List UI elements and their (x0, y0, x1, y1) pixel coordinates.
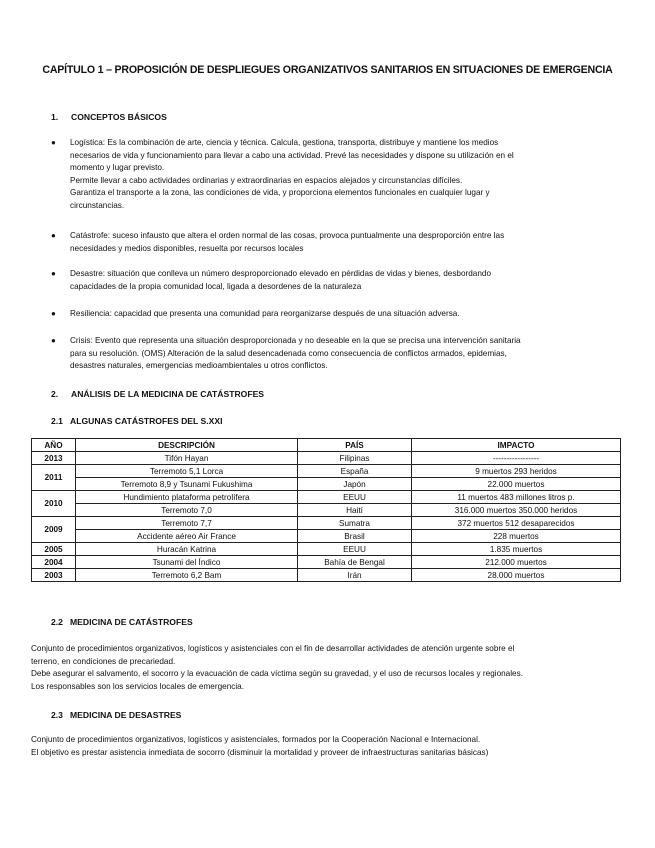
paragraph-line: terreno, en condiciones de precariedad. (31, 656, 176, 666)
paragraph-line: Debe asegurar el salvamento, el socorro y la evacuación de cada víctima según su gravedad, y el uso de recursos locales y regionales. (31, 669, 523, 679)
header-country: PAÍS (298, 439, 412, 452)
concept-text (70, 268, 615, 293)
bullet-dot-icon: ● (51, 138, 56, 147)
section-2-heading (51, 389, 264, 399)
header-description: DESCRIPCIÓN (76, 439, 298, 452)
cell-impact: 11 muertos 483 millones litros p. (412, 491, 621, 504)
cell-description: Tsunami del Índico (76, 556, 298, 569)
section-2-number: 2. (51, 389, 59, 399)
section-2-2-heading (51, 617, 193, 627)
cell-impact: 22.000 muertos (412, 478, 621, 491)
table-row (32, 504, 621, 517)
cell-year: 2005 (32, 543, 76, 556)
table-row (32, 556, 621, 569)
cell-country: España (298, 465, 412, 478)
cell-year: 2010 (32, 491, 76, 517)
cell-year: 2013 (32, 452, 76, 465)
section-2-title: ANÁLISIS DE LA MEDICINA DE CATÁSTROFES (71, 389, 265, 399)
table-header-row (32, 439, 621, 452)
cell-country: EEUU (298, 543, 412, 556)
cell-description: Terremoto 7,7 (76, 517, 298, 530)
cell-description: Accidente aéreo Air France (76, 530, 298, 543)
cell-country: EEUU (298, 491, 412, 504)
cell-country: Brasil (298, 530, 412, 543)
section-2-2-number: 2.2 (51, 617, 63, 627)
cell-country: Filipinas (298, 452, 412, 465)
chapter-title: CAPÍTULO 1 – PROPOSICIÓN DE DESPLIEGUES ORGANIZATIVOS SANITARIOS EN SITUACIONES DE EMERGENCIA (42, 64, 613, 76)
cell-description: Terremoto 5,1 Lorca (76, 465, 298, 478)
paragraph-line: Conjunto de procedimientos organizativos, logísticos y asistenciales, formados por la Cooperación Nacional e Internacional. (31, 735, 481, 744)
section-2-3-paragraph (31, 734, 488, 759)
concept-line: Garantiza el transporte a la zona, las condiciones de vida, y proporciona elementos funcionales en cualquier lugar y (70, 188, 490, 198)
cell-country: Japón (298, 478, 412, 491)
catastrophes-table (31, 438, 621, 582)
cell-country: Irán (298, 569, 412, 582)
cell-description: Huracán Katrina (76, 543, 298, 556)
concept-line: circunstancias. (70, 200, 125, 210)
cell-impact: 1.835 muertos (412, 543, 621, 556)
paragraph-line: El objetivo es prestar asistencia inmediata de socorro (disminuir la mortalidad y proveer de infraestructuras sanitarias básicas) (31, 747, 489, 757)
concept-line: desastres naturales, emergencias medioambientales u otros conflictos. (70, 361, 328, 371)
section-2-3-title: MEDICINA DE DESASTRES (70, 710, 182, 720)
bullet-dot-icon: ● (51, 336, 56, 345)
section-2-2-paragraph (31, 643, 523, 693)
cell-country: Bahía de Bengal (298, 556, 412, 569)
section-2-1-heading (51, 416, 222, 426)
cell-country: Sumatra (298, 517, 412, 530)
section-2-1-number: 2.1 (51, 416, 63, 426)
table-row (32, 452, 621, 465)
header-impact: IMPACTO (412, 439, 621, 452)
concept-line: para su resolución. (OMS) Alteración de la salud desencadenada como consecuencia de conflictos armados, epidemias, (70, 348, 507, 358)
table-row (32, 465, 621, 478)
cell-impact: 372 muertos 512 desaparecidos (412, 517, 621, 530)
table-row (32, 478, 621, 491)
concept-text (70, 308, 615, 321)
bullet-dot-icon: ● (51, 269, 56, 278)
cell-year: 2011 (32, 465, 76, 491)
concept-text (70, 137, 615, 213)
concept-line: Catástrofe: suceso infausto que altera el orden normal de las cosas, provoca puntualmente una desproporción entre las (70, 231, 505, 240)
bullet-dot-icon: ● (51, 231, 56, 240)
concept-text (70, 335, 615, 373)
section-1-number: 1. (51, 112, 59, 122)
cell-description: Tifón Hayan (76, 452, 298, 465)
section-1-title: CONCEPTOS BÁSICOS (71, 112, 167, 122)
cell-description: Terremoto 7,0 (76, 504, 298, 517)
concept-line: capacidades de la propia comunidad local, ligada a desordenes de la naturaleza (70, 281, 362, 291)
table-row (32, 491, 621, 504)
cell-impact: 9 muertos 293 heridos (412, 465, 621, 478)
section-1-heading (51, 112, 167, 122)
header-year: AÑO (32, 439, 76, 452)
cell-impact: 212.000 muertos (412, 556, 621, 569)
cell-impact: 28.000 muertos (412, 569, 621, 582)
cell-description: Hundimiento plataforma petrolífera (76, 491, 298, 504)
table-row (32, 569, 621, 582)
concept-line: Permite llevar a cabo actividades ordinarias y extraordinarias en espacios alejados y circunstancias difíciles. (70, 175, 463, 185)
section-2-3-heading (51, 710, 181, 720)
section-2-1-title: ALGUNAS CATÁSTROFES DEL S.XXI (70, 416, 223, 426)
concept-text (70, 230, 615, 255)
concept-line: momento y lugar previsto. (70, 163, 165, 173)
cell-year: 2004 (32, 556, 76, 569)
concept-line: Logística: Es la combinación de arte, ciencia y técnica. Calcula, gestiona, transporta, distribuye y mantiene los medios (70, 138, 499, 147)
cell-impact: 228 muertos (412, 530, 621, 543)
concept-line: Resiliencia: capacidad que presenta una comunidad para reorganizarse después de una situación adversa. (70, 309, 460, 318)
concept-line: necesidades y medios disponibles, resuelta por recursos locales (70, 243, 304, 253)
cell-description: Terremoto 8,9 y Tsunami Fukushima (76, 478, 298, 491)
concept-line: necesarios de vida y funcionamiento para llevar a cabo una actividad. Prevé las necesidades y dispone su utilización en el (70, 150, 514, 160)
cell-year: 2003 (32, 569, 76, 582)
concept-line: Desastre: situación que conlleva un número desproporcionado elevado en pérdidas de vidas y bienes, desbordando (70, 269, 492, 278)
concept-line: Crisis: Evento que representa una situación desproporcionada y no deseable en la que se precisa una intervención sanitaria (70, 336, 521, 345)
cell-description: Terremoto 6,2 Bam (76, 569, 298, 582)
bullet-dot-icon: ● (51, 309, 56, 318)
cell-year: 2009 (32, 517, 76, 543)
cell-impact: 316.000 muertos 350.000 heridos (412, 504, 621, 517)
paragraph-line: Los responsables son los servicios locales de emergencia. (31, 681, 244, 691)
table-row (32, 543, 621, 556)
cell-impact: ----------------- (412, 452, 621, 465)
table-row (32, 517, 621, 530)
section-2-3-number: 2.3 (51, 710, 63, 720)
cell-country: Haití (298, 504, 412, 517)
table-row (32, 530, 621, 543)
section-2-2-title: MEDICINA DE CATÁSTROFES (70, 617, 193, 627)
paragraph-line: Conjunto de procedimientos organizativos, logísticos y asistenciales con el fin de desarrollar actividades de atención urgente sobre el (31, 644, 515, 653)
